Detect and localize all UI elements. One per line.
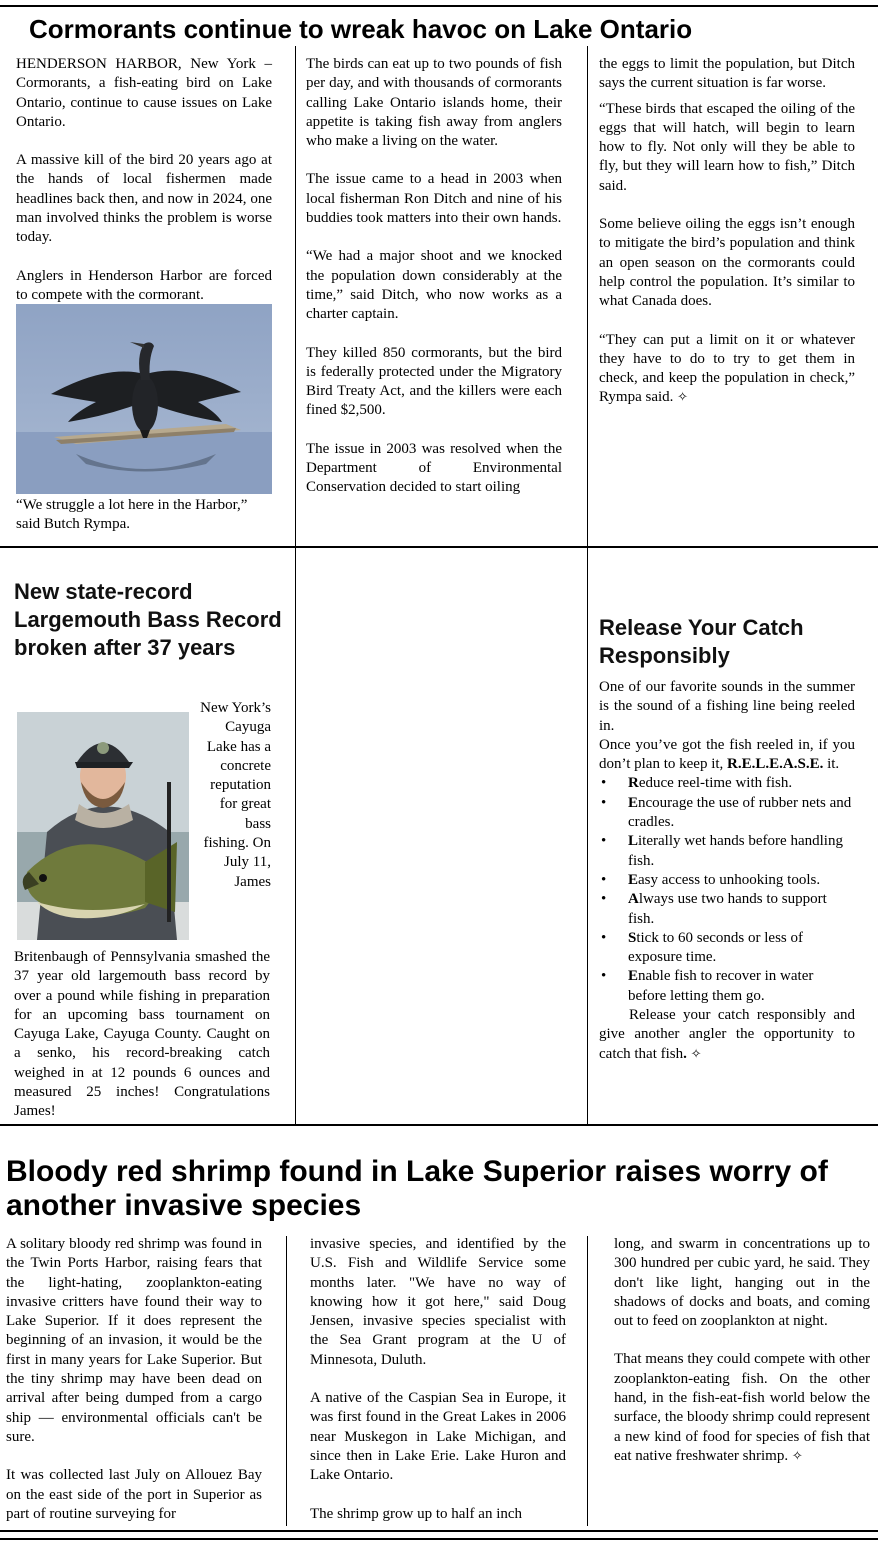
bottom-rule-1 <box>0 1530 878 1532</box>
rule-after-cormorants <box>0 546 878 548</box>
paragraph: long, and swarm in concentrations up to 300 hundred per cubic yard, he said. They don't like light, hanging out in the shadows of docks and boats, and coming out to feed on zooplankton at night. <box>614 1236 870 1330</box>
paragraph: Anglers in Henderson Harbor are forced to compete with the cormorant. <box>16 267 272 303</box>
col-divider-3 <box>295 548 296 1124</box>
list-item <box>628 774 855 793</box>
cormorants-col-3 <box>599 55 855 408</box>
list-text: educe reel-time with fish. <box>638 775 793 792</box>
shrimp-col-2 <box>310 1235 566 1524</box>
list-text: tick to 60 seconds or less of exposure time. <box>628 929 803 966</box>
paragraph: A solitary bloody red shrimp was found in the Twin Ports Harbor, raising fears that the light-hating, zooplankton-eating invasive critters have found their way to Lake Superior. If it does represent the beginning of an invasion, it would be the first in many years for Lake Superior. But the tiny shrimp may have been dead on arrival after being dumped from a cargo ship — environmental officials can't be sure. <box>6 1236 262 1445</box>
col-divider-4 <box>587 548 588 1124</box>
list-item <box>628 967 855 1006</box>
list-text: lways use two hands to support fish. <box>628 891 827 927</box>
col-divider-1 <box>295 46 296 546</box>
list-item <box>628 929 855 968</box>
cormorant-photo-caption <box>16 496 272 535</box>
release-headline: Release Your Catch Responsibly <box>599 615 804 668</box>
release-body <box>599 678 855 1064</box>
list-text: asy access to unhooking tools. <box>638 871 821 888</box>
list-item <box>628 871 855 890</box>
end-mark-icon: ✧ <box>791 1448 803 1464</box>
bass-photo <box>17 712 189 940</box>
paragraph: HENDERSON HARBOR, New York – Cormorants, a fish-eating bird on Lake Ontario, continue to cause issues on Lake Ontario. <box>16 56 272 130</box>
outro-paragraph <box>599 1006 855 1064</box>
end-mark-icon: ✧ <box>677 390 689 406</box>
list-item <box>628 794 855 833</box>
paragraph: A massive kill of the bird 20 years ago at the hands of local fishermen made headlines back then, and now in 2024, one man involved thinks the problem is worse today. <box>16 152 272 246</box>
cormorants-col-2 <box>306 55 562 498</box>
paragraph <box>599 331 855 408</box>
bass-wrap-text <box>197 699 271 892</box>
list-item <box>628 890 855 929</box>
cormorants-headline: Cormorants continue to wreak havoc on Lake Ontario <box>29 14 693 44</box>
release-list <box>599 774 855 1006</box>
intro-paragraph-2 <box>599 736 855 775</box>
paragraph <box>614 1350 870 1466</box>
col-divider-2 <box>587 46 588 546</box>
list-letter: A <box>628 891 639 908</box>
bass-headline: New state-record Largemouth Bass Record broken after 37 years <box>14 579 282 660</box>
bottom-rule-2 <box>0 1538 878 1540</box>
list-letter: E <box>628 968 639 985</box>
paragraph: The shrimp grow up to half an inch <box>310 1505 523 1522</box>
paragraph: The issue in 2003 was resolved when the Department of Environmental Conservation decided to start oiling <box>306 440 562 496</box>
rule-after-middle <box>0 1124 878 1126</box>
paragraph: the eggs to limit the population, but Ditch says the current situation is far worse. <box>599 56 855 92</box>
list-text: iterally wet hands before handling fish. <box>628 833 843 869</box>
shrimp-headline: Bloody red shrimp found in Lake Superior raises worry of another invasive species <box>6 1155 828 1222</box>
intro-text-end: it. <box>823 756 840 773</box>
caption-text: “We struggle a lot here in the Harbor,” said Butch Rympa. <box>16 497 248 533</box>
paragraph: The issue came to a head in 2003 when local fisherman Ron Ditch and nine of his buddies took matters into their own hands. <box>306 171 562 227</box>
paragraph: Britenbaugh of Pennsylvania smashed the 37 year old largemouth bass record by over a pound while fishing in preparation for an upcoming bass tournament on Cayuga Lake, Cayuga County. Caught on a senko, his record-breaking catch weighed in at 12 pounds 6 ounces and measured 25 inches! Congratulations James! <box>14 949 270 1120</box>
list-letter: S <box>628 929 637 946</box>
shrimp-col-1 <box>6 1235 262 1524</box>
cormorants-col-1 <box>16 55 272 305</box>
list-letter: E <box>628 871 639 888</box>
paragraph: The birds can eat up to two pounds of fish per day, and with thousands of cormorants calling Lake Ontario islands home, their appetite is taking fish away from anglers who make a living on the water. <box>306 56 562 150</box>
paragraph: “These birds that escaped the oiling of the eggs that will hatch, will begin to learn how to fly. Not only will they be able to fly, but they will learn how to fish,” Ditch said. <box>599 100 855 194</box>
intro-paragraph: One of our favorite sounds in the summer is the sound of a fishing line being reeled in. <box>599 679 855 734</box>
paragraph: It was collected last July on Allouez Bay on the east side of the port in Superior as part of routine surveying for <box>6 1467 262 1522</box>
paragraph: They killed 850 cormorants, but the bird is federally protected under the Migratory Bird Treaty Act, and the killers were each fined $2,500. <box>306 344 562 419</box>
list-letter: L <box>628 833 639 850</box>
top-rule <box>0 5 878 7</box>
list-text: ncourage the use of rubber nets and cradles. <box>628 794 852 831</box>
outro-period: . <box>683 1045 687 1062</box>
list-text: nable fish to recover in water before letting them go. <box>628 968 814 1004</box>
cormorant-photo <box>16 304 272 494</box>
paragraph-text: That means they could compete with other zooplankton-eating fish. On the other hand, in the fish-eat-fish world below the surface, the bloody shrimp could represent a new kind of food for species of fish that eat native freshwater shrimp. <box>614 1351 870 1464</box>
paragraph: “We had a major shoot and we knocked the population down considerably at the time,” said Ditch, who now works as a charter captain. <box>306 248 562 323</box>
paragraph-text: “They can put a limit on it or whatever they have to do to try to get them in check, and keep the population in check,” Rympa said. <box>599 331 855 406</box>
paragraph: A native of the Caspian Sea in Europe, it was first found in the Great Lakes in 2006 near Muskegon in Lake Michigan, and since then in Lake Erie. Lake Huron and Lake Ontario. <box>310 1390 566 1484</box>
col-divider-6 <box>587 1236 588 1526</box>
acronym: R.E.L.E.A.S.E. <box>727 756 824 773</box>
outro-text: Release your catch responsibly and give another angler the opportunity to catch that fish <box>599 1007 855 1062</box>
list-letter: E <box>628 794 639 811</box>
shrimp-col-3 <box>614 1235 870 1466</box>
bass-body <box>14 948 270 1122</box>
list-item <box>628 832 855 871</box>
wrap-text: New York’s Cayuga Lake has a concrete reputation for great bass fishing. On July 11, James <box>200 700 271 890</box>
paragraph: invasive species, and identified by the U.S. Fish and Wildlife Service some months later. "We have no way of knowing how it got here," said Doug Jensen, invasive species specialist with the Sea Grant program at the U of Minnesota, Duluth. <box>310 1236 566 1368</box>
col-divider-5 <box>286 1236 287 1526</box>
intro-text: Once you’ve got the fish reeled in, if you don’t plan to keep it, <box>599 736 855 773</box>
paragraph: Some believe oiling the eggs isn’t enough to mitigate the bird’s population and think an open season on the cormorants could help control the population. It’s similar to what Canada does. <box>599 216 855 310</box>
end-mark-icon: ✧ <box>690 1046 702 1062</box>
list-letter: R <box>628 775 639 792</box>
